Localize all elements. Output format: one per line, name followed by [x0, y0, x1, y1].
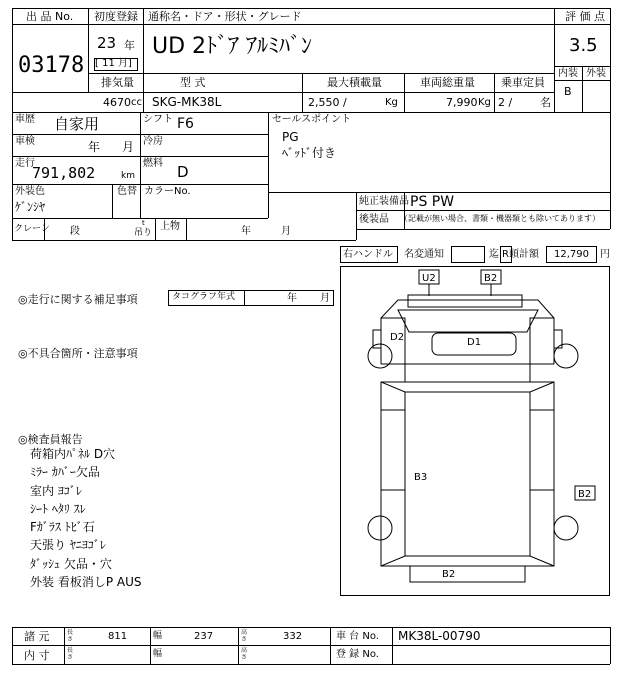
gvw-value: 7,990	[446, 96, 478, 109]
inspector-title: ◎検査員報告	[18, 433, 83, 446]
model-label: 型 式	[180, 76, 206, 89]
lot-no-label: 出 品 No.	[26, 10, 74, 23]
inspection-year: 年	[88, 140, 101, 154]
inspector-item: 室内 ﾖｺﾞﾚ	[30, 484, 82, 498]
steering-label: 右ハンドル	[343, 249, 393, 260]
score-label: 評 価 点	[565, 10, 605, 23]
inspector-item: 外装 看板消しP AUS	[30, 575, 142, 589]
exterior-label: 外装	[586, 68, 606, 79]
displacement-value: 4670	[103, 96, 131, 109]
damage-mark-b2-top: B2	[484, 273, 498, 284]
mileage-value: 791,802	[32, 164, 96, 182]
deck-label: 上物	[160, 221, 180, 232]
inner-dims-label: 内 寸	[24, 649, 50, 662]
odometer-label: R頭計額	[502, 249, 539, 260]
displacement-unit: cc	[131, 97, 142, 108]
load-value: 2,550 /	[308, 96, 347, 109]
damage-mark-u2: U2	[422, 273, 436, 284]
inner-height-label: 高さ	[241, 647, 248, 661]
sales-point-2: ﾍﾞｯﾄﾞ付き	[282, 146, 337, 160]
shift-label: シフト	[143, 114, 173, 125]
deck-month: 月	[281, 226, 291, 237]
inspection-month: 月	[122, 140, 135, 154]
gvw-unit: Kg	[478, 97, 491, 108]
odometer-mark: 迄	[489, 249, 499, 260]
color-no-label: カラーNo.	[144, 186, 191, 197]
reg-no-label: 登 録 No.	[336, 649, 379, 660]
ext-color-label: 外装色	[15, 186, 45, 197]
inspector-item: 荷箱内ﾊﾟﾈﾙ D穴	[30, 447, 116, 461]
inspector-item: ﾐﾗｰ ｶﾊﾞｰ欠品	[30, 465, 100, 479]
damage-mark-d1: D1	[467, 337, 482, 348]
color-change-label: 色替	[117, 186, 137, 197]
year-unit: 年	[124, 39, 135, 52]
crane-label: クレーン	[14, 224, 50, 234]
first-reg-label: 初度登録	[94, 10, 138, 23]
damage-mark-b3: B3	[414, 472, 428, 483]
sales-point-1: PG	[282, 130, 299, 144]
inner-length-label: 長さ	[67, 647, 74, 661]
deck-year: 年	[241, 226, 251, 237]
mileage-unit: km	[121, 171, 135, 181]
sales-points-label: セールスポイント	[272, 114, 352, 125]
score: 3.5	[569, 35, 598, 56]
width-value: 237	[194, 631, 214, 642]
odometer-unit: 円	[600, 249, 610, 260]
mileage-label: 走行	[15, 158, 35, 169]
width-label: 幅	[153, 631, 163, 641]
aftermarket-label: 後装品	[359, 214, 389, 225]
load-unit: Kg	[385, 97, 398, 108]
ac-label: 冷房	[143, 136, 163, 147]
defects-title: ◎不具合箇所・注意事項	[18, 347, 138, 360]
history-label: 車歴	[15, 114, 35, 125]
aftermarket-note: （記載が無い場合、書類・機器類とも除いてあります）	[400, 214, 600, 223]
inspection-label: 車検	[15, 136, 35, 147]
first-reg-month: [ 11 月]	[95, 58, 132, 69]
height-label: 高さ	[241, 629, 248, 643]
odometer-value: 12,790	[554, 249, 589, 260]
lot-no: 03178	[18, 53, 85, 78]
model-value: SKG-MK38L	[152, 95, 222, 109]
std-equip-value: PS PW	[410, 194, 455, 210]
damage-mark-b2-right: B2	[578, 489, 592, 500]
tacho-year: 年	[287, 293, 297, 304]
interior-label: 内装	[558, 68, 578, 79]
inner-width-label: 幅	[153, 649, 163, 659]
name-label: 通称名・ドア・形状・グレード	[148, 10, 302, 23]
inspector-item: 天張り ﾔﾆﾖｺﾞﾚ	[30, 538, 106, 552]
history-value: 自家用	[54, 115, 100, 133]
shift-value: F6	[177, 116, 194, 132]
tacho-label: タコグラフ年式	[172, 292, 236, 302]
inspector-item: Fｶﾞﾗｽ ﾄﾋﾞ石	[30, 520, 95, 534]
crane-tons-small: t	[142, 219, 145, 227]
std-equip-label: 純正装備品	[359, 196, 409, 207]
driving-notes-title: ◎走行に関する補足事項	[18, 293, 138, 306]
damage-mark-b2-rear: B2	[442, 569, 456, 580]
length-label: 長さ	[67, 629, 74, 643]
first-reg-year: 23	[97, 34, 117, 52]
capacity-value: 2 /	[498, 96, 513, 109]
fuel-label: 燃料	[143, 158, 163, 169]
chassis-label: 車 台 No.	[336, 631, 379, 642]
displacement-label: 排気量	[101, 76, 134, 89]
fuel-value: D	[177, 163, 189, 181]
vehicle-name: UD 2ﾄﾞｱ ｱﾙﾐﾊﾞﾝ	[152, 34, 313, 59]
damage-mark-d2: D2	[390, 332, 405, 343]
crane-stage: 段	[70, 226, 80, 237]
height-value: 332	[283, 631, 303, 642]
crane-tons-label: 吊り	[134, 228, 153, 238]
gvw-label: 車両総重量	[420, 76, 475, 89]
inspector-item: ｼｰﾄ ﾍﾀﾘ ｽﾚ	[30, 502, 86, 516]
truck-diagram-frame	[340, 266, 610, 596]
capacity-label: 乗車定員	[501, 76, 545, 89]
dims-label: 諸 元	[24, 630, 50, 643]
capacity-unit: 名	[540, 96, 551, 109]
ext-color-value: ｹﾞﾝｼﾔ	[15, 200, 46, 214]
load-label: 最大積載量	[327, 76, 382, 89]
interior-grade: B	[564, 85, 572, 98]
length-value: 811	[108, 631, 128, 642]
chassis-value: MK38L-00790	[398, 629, 481, 643]
tacho-month: 月	[320, 293, 330, 304]
inspector-item: ﾀﾞｯｼｭ 欠品・穴	[30, 557, 112, 571]
name-change-label: 名変通知	[404, 249, 444, 260]
